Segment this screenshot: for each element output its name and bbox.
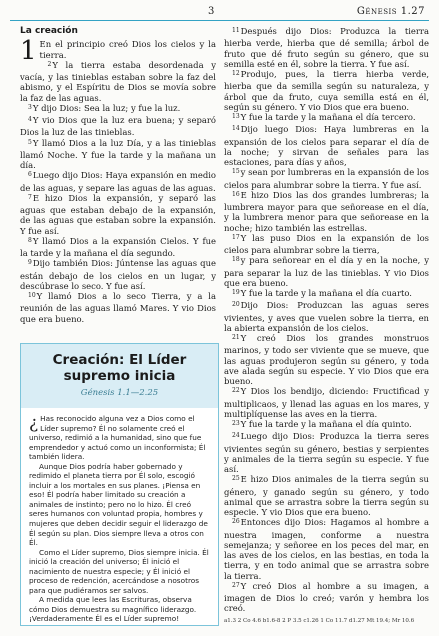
verse-text: Y fue la tarde y la mañana el día quinto. [240,419,412,429]
sidebar-header [21,344,218,408]
verse-number: 16 [232,190,240,198]
section-heading: La creación [20,26,78,36]
verse-text: En el principio creó Dios los cielos y la tierra. [39,39,216,60]
verse [224,419,429,431]
sidebar-paragraph: A medida que lees las Escrituras, observa cómo Dios demuestra su magnífico liderazgo. ¡Verdaderamente Él es el Líder supremo! [29,595,197,624]
page-number: 3 [208,6,215,17]
verse-number: 26 [232,518,240,526]
verse [20,115,216,138]
verse [224,255,429,288]
sidebar-reference: Génesis 1.1—2.25 [80,388,159,398]
verse-number: 23 [232,420,240,427]
verse [20,60,216,103]
verse [224,167,429,190]
sidebar-title: Creación: El Líder supremo inicia [52,352,187,384]
verse [224,26,429,69]
verse-number: 8 [28,236,32,244]
running-reference: Génesis 1.27 [356,6,425,17]
chapter-number: 1 [20,36,37,67]
verse-text: Y creó Dios los grandes monstruos marinos, y todo ser viviente que se mueve, que las aguas produjeron según su género, y toda ave alada según su especie. Y vio Dios que era bueno. [224,333,429,386]
verse-number: 12 [232,70,240,77]
verse [224,333,429,386]
verse-text: Y llamó Dios a lo seco Tierra, y a la reunión de las aguas llamó Mares. Y vio Dios que era bueno. [20,291,216,324]
verse-number: 14 [232,125,240,133]
verse-text: Y creó Dios al hombre a su imagen, a imagen de Dios lo creó; varón y hembra los creó. [224,580,429,614]
verse-number: 20 [232,301,240,309]
verse-text: Y llamó Dios a la luz Día, y a las tinieblas llamó Noche. Y fue la tarde y la mañana un día. [20,137,216,170]
verse-number: 22 [232,387,240,395]
verse-text: Y llamó Dios a la expansión Cielos. Y fue la tarde y la mañana el día segundo. [20,235,216,258]
leadership-sidebar [20,343,219,626]
verse-number: 21 [232,334,240,341]
inverted-question-mark: ¿ [29,413,39,433]
verse-text: Entonces dijo Dios: Hagamos al hombre a nuestra imagen, conforme a nuestra semejanza; y señoree en los peces del mar, en las aves de los cielos, en las bestias, en toda la tierra, y en todo animal que se arrastra sobre la tierra. [224,517,429,581]
verse-number: 19 [232,289,240,296]
verse-number: 25 [232,475,240,483]
verse [20,236,216,259]
verse [20,258,216,291]
verse-text: Después dijo Dios: Produzca la tierra hierba verde, hierba que dé semilla; árbol de fruto que dé fruto según su género, que su semilla esté en él, sobre la tierra. Y fue así. [224,26,429,69]
verse-text: Dijo también Dios: Júntense las aguas que están debajo de los cielos en un lugar, y descúbrase lo seco. Y fue así. [20,258,216,291]
verse-number: 27 [232,581,240,589]
verse-number: 5 [28,138,32,146]
verse-text: Luego dijo Dios: Haya expansión en medio de las aguas, y separe las aguas de las aguas. [20,170,216,193]
verse-text: Y las puso Dios en la expansión de los cielos para alumbrar sobre la tierra, [224,232,429,255]
verse-text: y sean por lumbreras en la expansión de los cielos para alumbrar sobre la tierra. Y fue así. [224,167,429,190]
verse-number: 17 [232,233,240,241]
verse-number: 3 [28,103,32,111]
verse-number: 10 [28,292,36,299]
verse [224,112,429,124]
verse-number: 7 [28,193,32,201]
sidebar-paragraph: Aunque Dios podría haber gobernado y redimido el planeta tierra por Él solo, escogió incluir a los mortales en sus planes. ¡Piensa en eso! Él podría haber limitado su creación a animales de instinto; pero no lo hizo. Él creó seres humanos con voluntad propia, hombres y mujeres que deben decidir seguir el liderazgo de Él según su plan. Dios siempre lleva a otros con Él. [29,461,208,548]
verse [224,581,429,614]
verse [224,233,429,256]
verse-text: Y vio Dios que la luz era buena; y separó Dios la luz de las tinieblas. [20,115,216,138]
verse [20,291,216,324]
verse-text: E hizo Dios animales de la tierra según su género, y ganado según su género, y todo animal que se arrastra sobre la tierra según su especie. Y vio Dios que era bueno. [224,474,429,517]
verse [20,138,216,171]
sidebar-paragraph [29,414,210,462]
verse [224,386,429,419]
verse-text: Dijo luego Dios: Haya lumbreras en la expansión de los cielos para separar el día de la noche; y sirvan de señales para las estaciones, para días y años, [224,124,429,167]
sidebar-body [21,408,218,624]
verse-text: Y la tierra estaba desordenada y vacía, y las tinieblas estaban sobre la faz del abismo, y el Espíritu de Dios se movía sobre la faz de las aguas. [20,59,216,103]
header-rule [10,20,429,21]
verse-1 [20,36,216,67]
verse-number: 2 [47,60,52,68]
sidebar-paragraph: Como el Líder supremo, Dios siempre inicia. Él inició la creación del universo; Él inició el nacimiento de nuestra especie; y Él inició el proceso de redención, acercándose a nosotros para que pudiéramos ser salvos. [29,547,209,595]
verse [224,288,429,300]
verse [224,300,429,333]
verse [224,190,429,233]
verse-number: 24 [232,432,240,440]
verse-text: Y fue la tarde y la mañana el día cuarto. [240,288,412,298]
verse-number: 11 [232,27,240,34]
verse-text: Produjo, pues, la tierra hierba verde, hierba que da semilla según su naturaleza, y árbol que da fruto, cuya semilla está en él, según su género. Y vio Dios que era bueno. [224,69,429,112]
verse-number: 4 [28,116,32,123]
right-column [224,26,429,614]
verse-text: Luego dijo Dios: Produzca la tierra seres vivientes según su género, bestias y serpientes y animales de la tierra según su especie. Y fue así. [224,431,429,474]
verse-number: 6 [28,171,32,179]
verse-text: Y Dios los bendijo, diciendo: Fructificad y multiplicaos, y llenad las aguas en los mares, y multiplíquense las aves en la tierra. [224,386,429,419]
verse [20,103,216,115]
verse-text: E hizo Dios la expansión, y separó las aguas que estaban debajo de la expansión, de las aguas que estaban sobre la expansión. Y fue así. [20,192,216,236]
verse-text: Dijo Dios: Produzcan las aguas seres vivientes, y aves que vuelen sobre la tierra, en la abierta expansión de los cielos. [224,300,429,333]
verse [20,193,216,236]
footnotes: a1.3 2 Co 4.6 b1.6-8 2 P 3.5 c1.26 1 Co 11.7 d1.27 Mt 19.4; Mr 10.6 [224,618,415,624]
verse-text: y para señorear en el día y en la noche, y para separar la luz de las tinieblas. Y vio Dios que era bueno. [224,255,429,288]
verse-number: 18 [232,256,240,264]
verse [224,69,429,112]
verse-text: Y fue la tarde y la mañana el día tercero. [240,112,416,122]
verse-number: 15 [232,168,240,176]
verse [224,517,429,581]
verse [20,170,216,193]
verse-text: Y dijo Dios: Sea la luz; y fue la luz. [32,102,181,113]
verse [224,474,429,517]
verse [224,431,429,474]
verse-number: 9 [28,259,32,267]
left-column [20,26,216,324]
verse [224,124,429,167]
sidebar-text: Has reconocido alguna vez a Dios como el Líder supremo? Él no solamente creó el universo, redimió a la humanidad, sino que fue emprendedor y actuó como un inconformista; Él también lidera. [29,414,206,462]
verse-number: 13 [232,113,240,120]
verse-text: E hizo Dios las dos grandes lumbreras; la lumbrera mayor para que señorease en el día, y la lumbrera menor para que señorease en la noche; hizo también las estrellas. [224,189,429,233]
